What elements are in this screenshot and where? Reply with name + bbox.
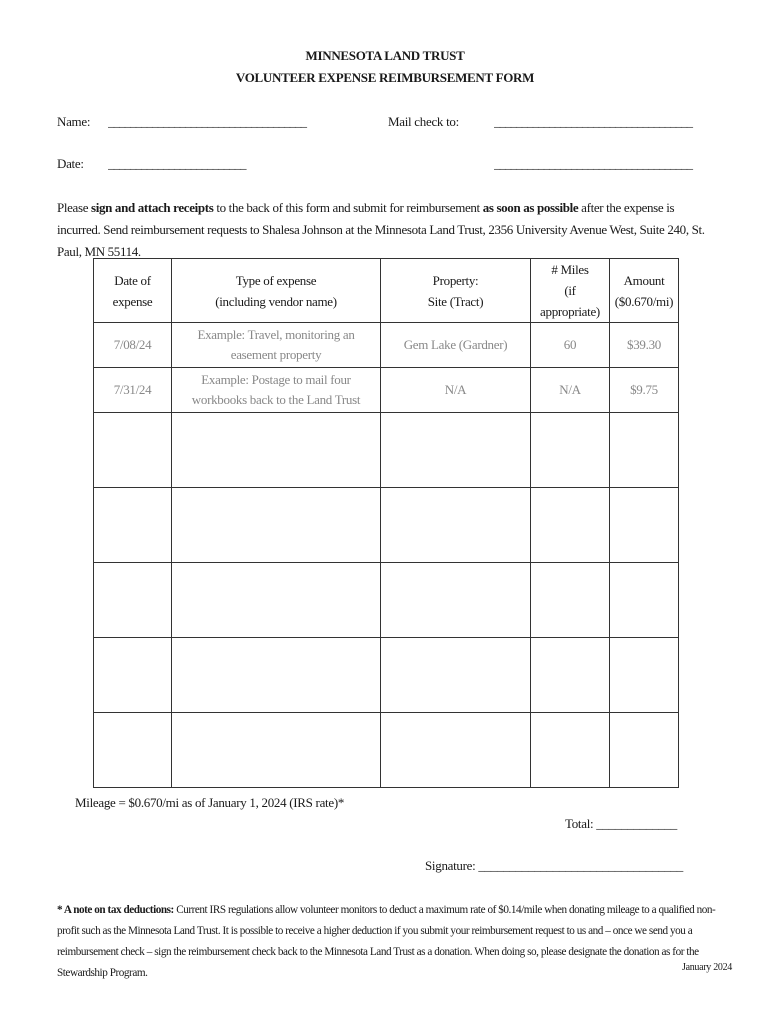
entry-row <box>94 638 679 713</box>
entry-row <box>94 713 679 788</box>
mail-address-field-2[interactable]: ____________________________________ <box>494 156 692 171</box>
entry-property-cell[interactable] <box>381 563 531 638</box>
name-field[interactable]: ____________________________________ <box>108 114 306 129</box>
entry-amount-cell[interactable] <box>610 563 679 638</box>
mileage-rate-note: Mileage = $0.670/mi as of January 1, 2024 (IRS rate)* <box>75 795 345 810</box>
entry-date-cell[interactable] <box>94 713 172 788</box>
header-property: Property: Site (Tract) <box>381 259 531 323</box>
sign-receipts-emphasis: sign and attach receipts <box>91 200 214 215</box>
entry-row <box>94 413 679 488</box>
entry-miles-cell[interactable] <box>531 413 610 488</box>
entry-date-cell[interactable] <box>94 638 172 713</box>
example-row <box>94 323 679 368</box>
entry-property-cell[interactable] <box>381 638 531 713</box>
name-label: Name: <box>57 114 91 129</box>
example-row <box>94 368 679 413</box>
entry-date-cell[interactable] <box>94 413 172 488</box>
tax-note-heading: * A note on tax deductions: <box>57 904 174 916</box>
header-type: Type of expense (including vendor name) <box>172 259 381 323</box>
entry-miles-cell[interactable] <box>531 488 610 563</box>
entry-property-cell[interactable] <box>381 488 531 563</box>
entry-date-cell[interactable] <box>94 563 172 638</box>
instructions-paragraph: Please sign and attach receipts to the back of this form and submit for reimbursement as soon as possible after the expense is incurred. Send reimbursement requests to Shalesa Johnson at the Minnesota Land Trust, 2356 University Avenue West, Suite 240, St. Paul, MN 55114. <box>57 200 705 259</box>
entry-type-cell[interactable] <box>172 563 381 638</box>
example-type: Example: Postage to mail four workbooks back to the Land Trust <box>172 368 381 413</box>
asap-emphasis: as soon as possible <box>482 200 579 215</box>
date-label: Date: <box>57 156 84 171</box>
entry-amount-cell[interactable] <box>610 713 679 788</box>
entry-type-cell[interactable] <box>172 413 381 488</box>
entry-amount-cell[interactable] <box>610 638 679 713</box>
entry-type-cell[interactable] <box>172 713 381 788</box>
entry-row <box>94 563 679 638</box>
form-title: VOLUNTEER EXPENSE REIMBURSEMENT FORM <box>235 70 535 85</box>
header-amount: Amount ($0.670/mi) <box>610 259 679 323</box>
entry-miles-cell[interactable] <box>531 638 610 713</box>
example-amount: $9.75 <box>610 368 679 413</box>
entry-miles-cell[interactable] <box>531 563 610 638</box>
entry-amount-cell[interactable] <box>610 488 679 563</box>
table-header-row <box>94 259 679 323</box>
header-date: Date of expense <box>94 259 172 323</box>
entry-type-cell[interactable] <box>172 638 381 713</box>
mail-check-label: Mail check to: <box>388 114 459 129</box>
entry-row <box>94 488 679 563</box>
example-property: N/A <box>381 368 531 413</box>
example-amount: $39.30 <box>610 323 679 368</box>
entry-amount-cell[interactable] <box>610 413 679 488</box>
total-field[interactable]: Total: _____________ <box>565 816 677 831</box>
example-type: Example: Travel, monitoring an easement property <box>172 323 381 368</box>
org-title: MINNESOTA LAND TRUST <box>305 48 465 63</box>
example-miles: N/A <box>531 368 610 413</box>
tax-deduction-note: * A note on tax deductions: Current IRS regulations allow volunteer monitors to deduct a maximum rate of $0.14/mile when donating mileage to a qualified non-profit such as the Minnesota Land Trust. It is possible to receive a higher deduction if you submit your reimbursement request to us and – once we send you a reimbursement check – sign the reimbursement check back to the Minnesota Land Trust as a donation. When doing so, please designate the donation as for the Stewardship Program. <box>57 904 716 979</box>
example-date: 7/31/24 <box>94 368 172 413</box>
entry-property-cell[interactable] <box>381 713 531 788</box>
signature-field[interactable]: Signature: _________________________________ <box>425 858 683 873</box>
entry-date-cell[interactable] <box>94 488 172 563</box>
example-date: 7/08/24 <box>94 323 172 368</box>
header-miles: # Miles (if appropriate) <box>531 259 610 323</box>
example-property: Gem Lake (Gardner) <box>381 323 531 368</box>
revision-date: January 2024 <box>682 962 732 973</box>
mail-address-field-1[interactable]: ____________________________________ <box>494 114 692 129</box>
example-miles: 60 <box>531 323 610 368</box>
expense-table <box>93 258 679 788</box>
entry-type-cell[interactable] <box>172 488 381 563</box>
entry-miles-cell[interactable] <box>531 713 610 788</box>
date-field[interactable]: _________________________ <box>108 156 246 171</box>
entry-property-cell[interactable] <box>381 413 531 488</box>
